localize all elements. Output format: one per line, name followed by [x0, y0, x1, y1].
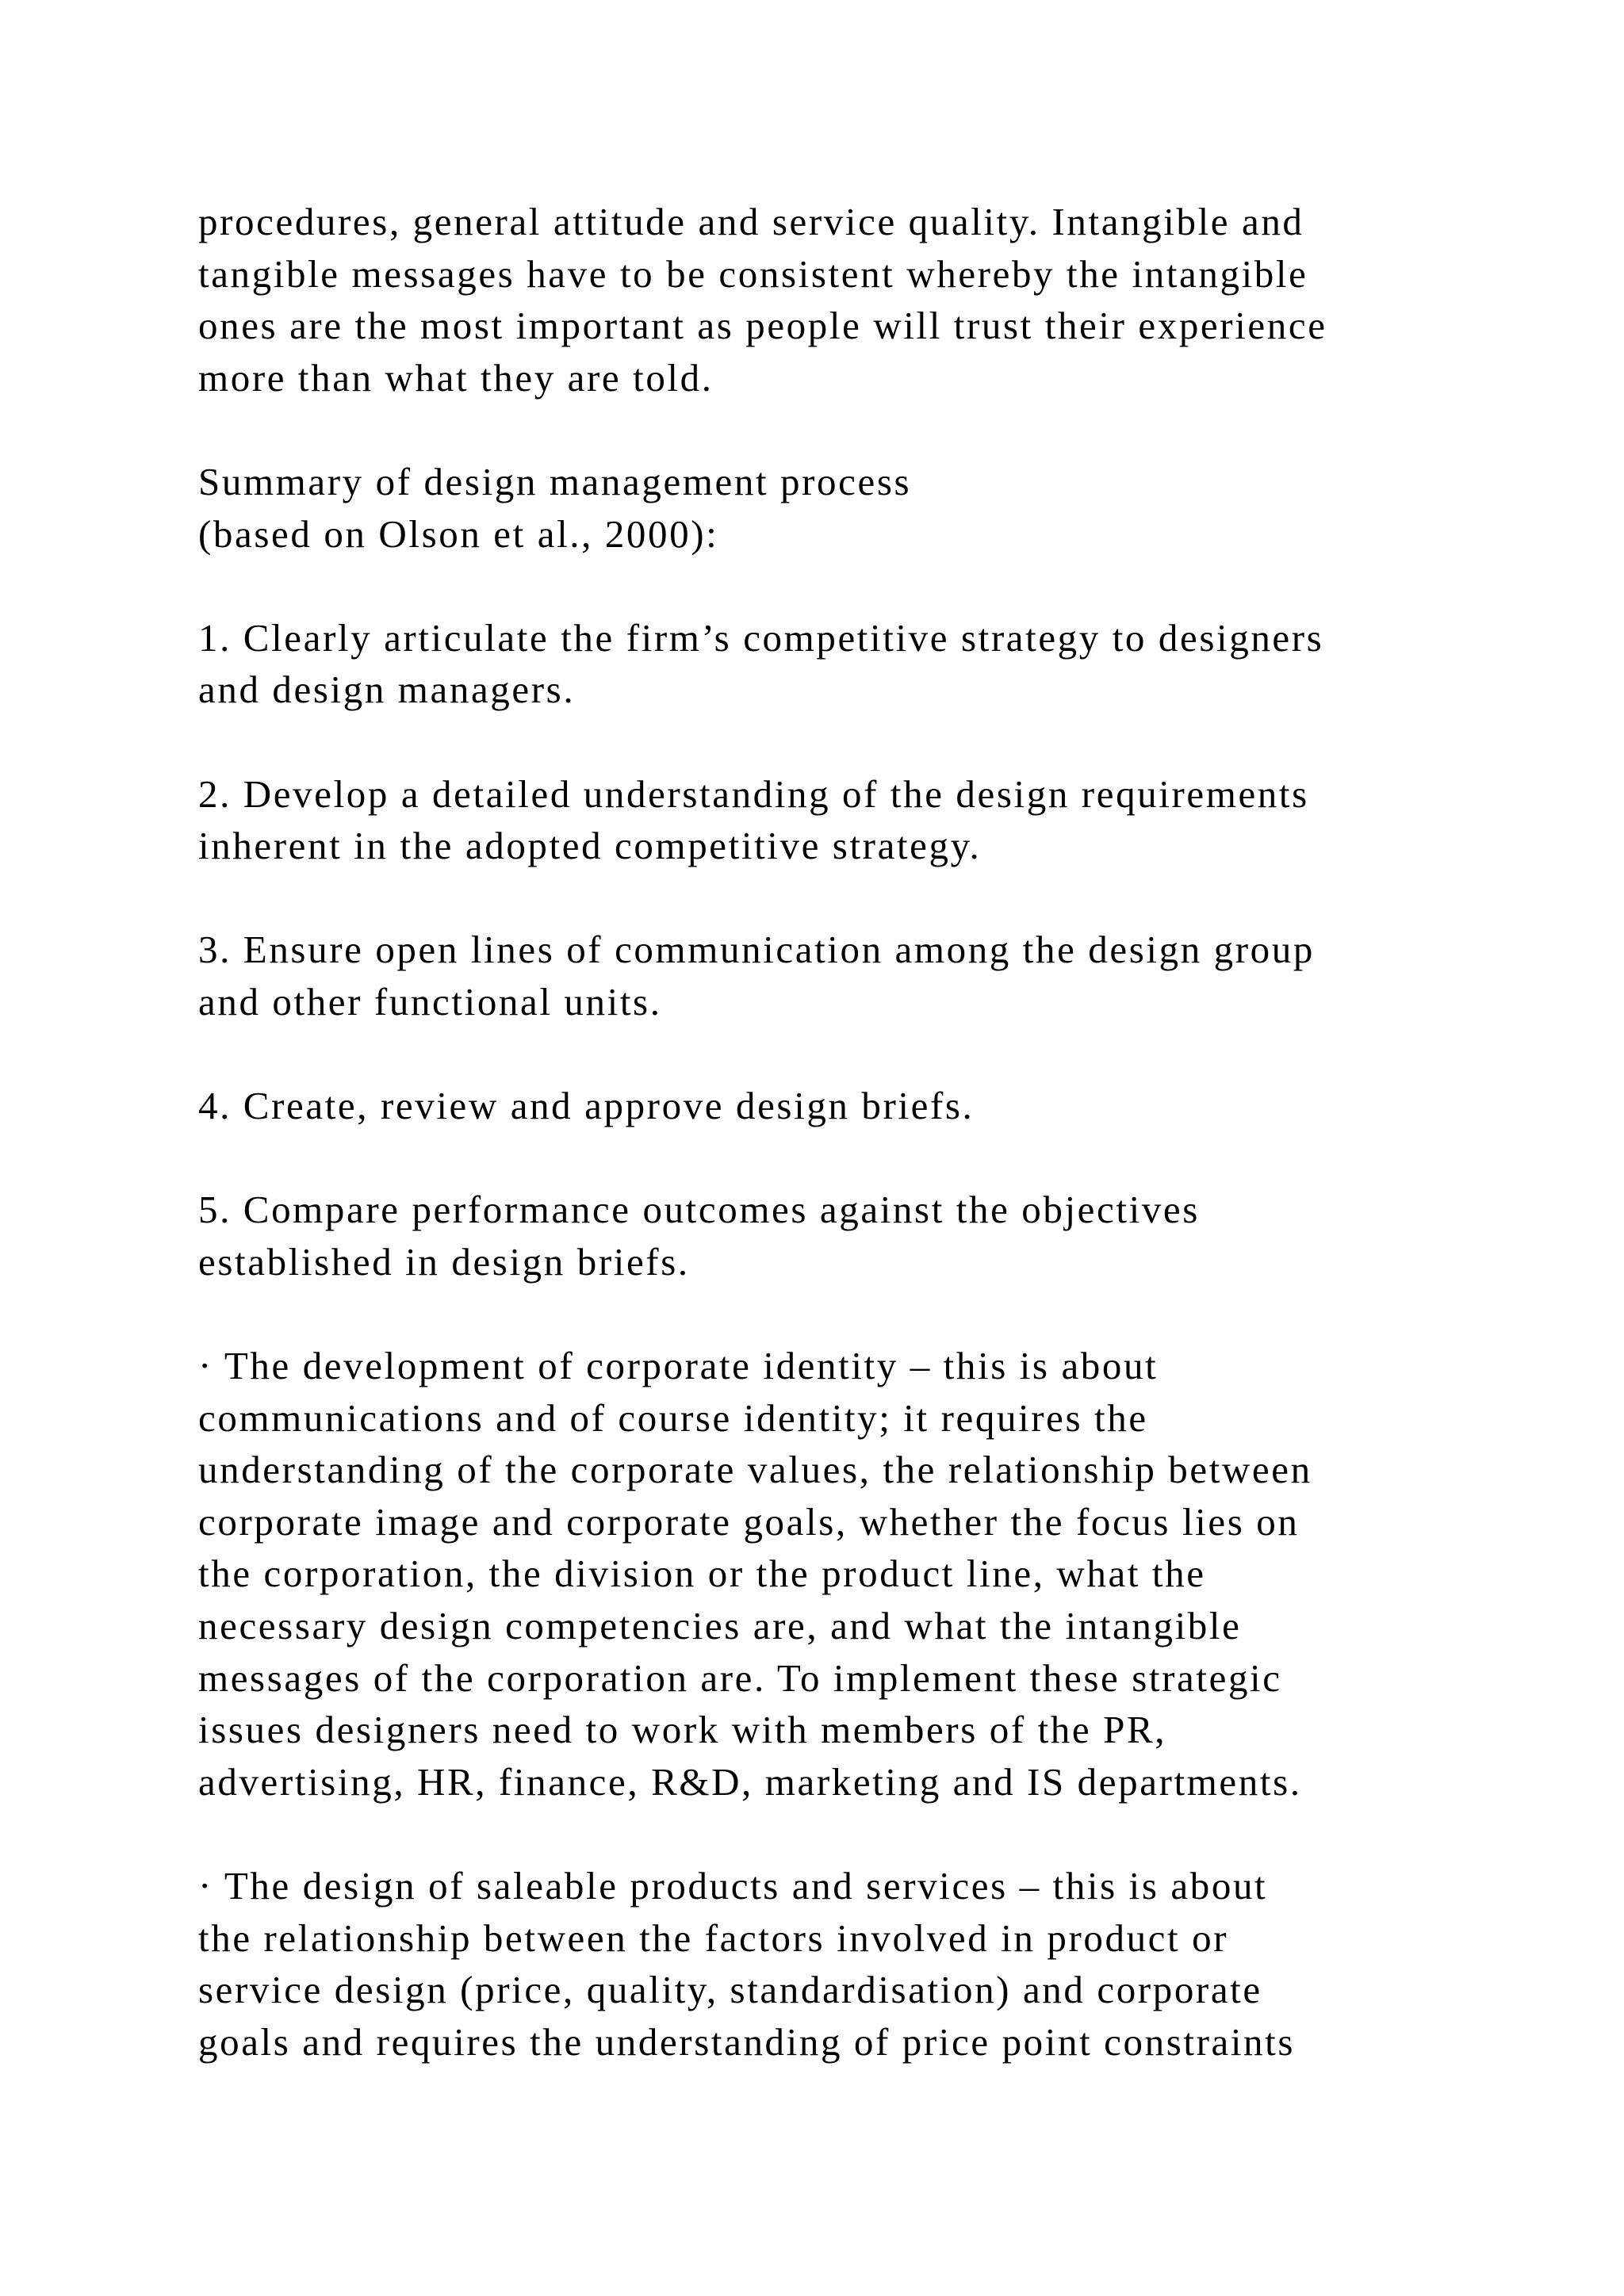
- text-line: corporate image and corporate goals, whether the focus lies on: [198, 1499, 1300, 1544]
- text-line: · The development of corporate identity – this is about: [198, 1344, 1159, 1388]
- text-line: 1. Clearly articulate the firm’s competitive strategy to designers: [198, 615, 1324, 660]
- text-line: inherent in the adopted competitive strategy.: [198, 824, 982, 868]
- text-line: communications and of course identity; it requires the: [198, 1395, 1148, 1440]
- text-line: Summary of design management process: [198, 459, 912, 503]
- text-line: necessary design competencies are, and what the intangible: [198, 1604, 1242, 1648]
- list-item-4: [198, 1080, 1515, 1132]
- text-line: advertising, HR, finance, R&D, marketing and IS departments.: [198, 1759, 1302, 1804]
- text-line: the relationship between the factors involved in product or: [198, 1915, 1229, 1960]
- text-line: tangible messages have to be consistent whereby the intangible: [198, 251, 1308, 296]
- bullet-corporate-identity: [198, 1340, 1515, 1808]
- text-line: (based on Olson et al., 2000):: [198, 511, 719, 556]
- paragraph-intangible-messages: [198, 196, 1515, 404]
- text-line: 3. Ensure open lines of communication among the design group: [198, 928, 1315, 972]
- text-line: service design (price, quality, standardisation) and corporate: [198, 1968, 1262, 2012]
- list-item-5: [198, 1184, 1515, 1288]
- text-line: and other functional units.: [198, 979, 662, 1024]
- list-item-1: [198, 612, 1515, 716]
- text-line: understanding of the corporate values, the relationship between: [198, 1448, 1312, 1492]
- text-line: messages of the corporation are. To implement these strategic: [198, 1655, 1282, 1700]
- text-line: ones are the most important as people will trust their experience: [198, 304, 1327, 348]
- text-line: and design managers.: [198, 668, 576, 712]
- text-line: issues designers need to work with members of the PR,: [198, 1708, 1167, 1752]
- list-item-2: [198, 768, 1515, 872]
- text-line: 5. Compare performance outcomes against the objectives: [198, 1188, 1200, 1232]
- text-line: established in design briefs.: [198, 1239, 690, 1284]
- text-line: · The design of saleable products and services – this is about: [198, 1864, 1268, 1908]
- text-line: 2. Develop a detailed understanding of the design requirements: [198, 771, 1309, 816]
- text-line: goals and requires the understanding of price point constraints: [198, 2019, 1296, 2064]
- text-line: more than what they are told.: [198, 355, 714, 400]
- bullet-saleable-products: [198, 1860, 1515, 2068]
- list-item-3: [198, 924, 1515, 1027]
- text-line: the corporation, the division or the product line, what the: [198, 1552, 1206, 1596]
- paragraph-summary-heading: [198, 456, 1515, 560]
- document-body: [198, 196, 1515, 2120]
- text-line: procedures, general attitude and service quality. Intangible and: [198, 200, 1304, 243]
- text-line: 4. Create, review and approve design briefs.: [198, 1084, 975, 1128]
